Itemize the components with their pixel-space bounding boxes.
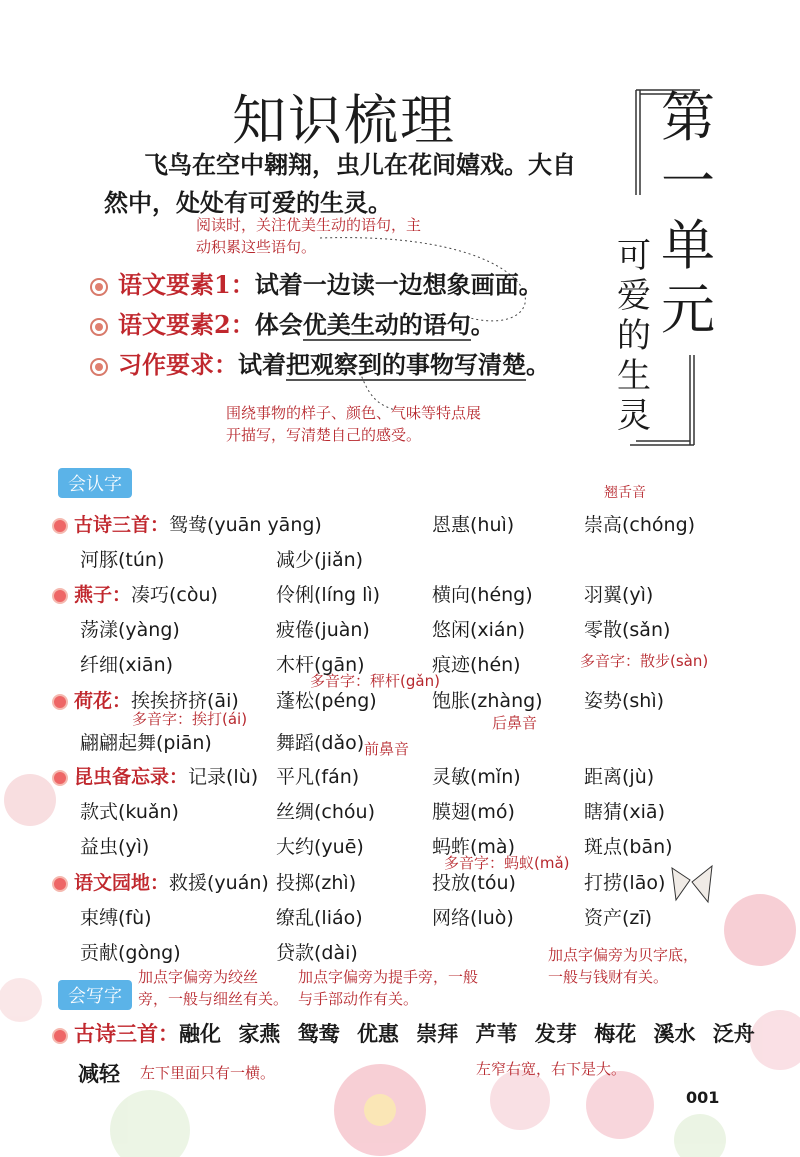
bullet-icon: [52, 770, 68, 786]
annotation: 前鼻音: [364, 740, 410, 758]
recognize-row: 古诗三首：鸳鸯(yuān yāng): [52, 510, 322, 537]
unit-theme: 可爱的生灵: [617, 236, 651, 436]
recognize-row: 荷花：挨挨挤挤(āi): [52, 686, 239, 713]
word: 打捞(lāo): [584, 872, 666, 894]
word: 木杆(gān): [276, 654, 365, 676]
page-number: 001: [686, 1088, 720, 1107]
word: 瞎猜(xiā): [584, 801, 665, 823]
requirement-3: 习作要求：试着把观察到的事物写清楚。: [90, 345, 550, 380]
word: 痕迹(hén): [432, 654, 521, 676]
word: 斑点(bān): [584, 836, 673, 858]
word: 饱胀(zhàng): [432, 690, 543, 712]
note-writing: [226, 402, 481, 446]
word: 膜翅(mó): [432, 801, 515, 823]
annotation-bei: 加点字偏旁为贝字底， 一般与钱财有关。: [548, 946, 699, 986]
word: 网络(luò): [432, 907, 514, 929]
word: 贡献(gòng): [80, 942, 181, 964]
requirement-1: 语文要素1：试着一边读一边想象画面。: [90, 265, 543, 300]
annotation: 多音字：散步(sàn): [580, 652, 709, 670]
word: 缭乱(liáo): [276, 907, 363, 929]
tag-recognize: 会认字: [58, 468, 132, 498]
word: 疲倦(juàn): [276, 619, 370, 641]
page-title: 知识梳理: [232, 89, 456, 152]
word: 益虫(yì): [80, 836, 150, 858]
bullet-icon: [90, 278, 108, 296]
word: 投掷(zhì): [276, 872, 357, 894]
bullet-icon: [90, 358, 108, 376]
annotation: 翘舌音: [604, 485, 646, 501]
word: 丝绸(chóu): [276, 801, 375, 823]
word: 零散(sǎn): [584, 619, 671, 641]
annotation: 左下里面只有一横。: [140, 1064, 276, 1082]
word: 纤细(xiān): [80, 654, 174, 676]
intro-paragraph: 飞鸟在空中翱翔，虫儿在花间嬉戏。大自然中，处处有可爱的生灵。: [104, 150, 576, 217]
word: 距离(jù): [584, 766, 655, 788]
bullet-icon: [52, 694, 68, 710]
word: 束缚(fù): [80, 907, 152, 929]
word: 投放(tóu): [432, 872, 516, 894]
word: 减轻: [78, 1061, 120, 1086]
note-reading: [196, 214, 421, 258]
word: 姿势(shì): [584, 690, 665, 712]
butterfly-illustration: [672, 866, 712, 902]
write-row: 古诗三首：融化 家燕 鸳鸯 优惠 崇拜 芦苇 发芽 梅花 溪水 泛舟: [52, 1018, 755, 1048]
annotation: 左窄右宽，右下是大。: [476, 1060, 627, 1078]
word: 伶俐(líng lì): [276, 584, 381, 606]
bullet-icon: [52, 588, 68, 604]
annotation: 后鼻音: [492, 714, 538, 732]
word: 蚂蚱(mà): [432, 836, 515, 858]
word: 恩惠(huì): [432, 514, 515, 536]
word: 横向(héng): [432, 584, 533, 606]
word: 贷款(dài): [276, 942, 358, 964]
bullet-icon: [52, 876, 68, 892]
recognize-row: 语文园地：救援(yuán): [52, 868, 269, 895]
recognize-row: 昆虫备忘录：记录(lù): [52, 762, 258, 789]
annotation-tishou: 加点字偏旁为提手旁，一般 与手部动作有关。: [298, 968, 479, 1008]
word: 翩翩起舞(piān): [80, 732, 212, 754]
recognize-row: 燕子：凑巧(còu): [52, 580, 218, 607]
requirement-2: 语文要素2：体会优美生动的语句。: [90, 305, 495, 340]
word: 大约(yuē): [276, 836, 364, 858]
word: 蓬松(péng): [276, 690, 377, 712]
word: 减少(jiǎn): [276, 549, 364, 571]
word: 荡漾(yàng): [80, 619, 180, 641]
word: 河豚(tún): [80, 549, 165, 571]
annotation: 多音字：蚂蚁(mǎ): [444, 854, 570, 872]
bullet-icon: [90, 318, 108, 336]
word: 羽翼(yì): [584, 584, 654, 606]
annotation: 多音字：挨打(ái): [132, 710, 248, 728]
tag-write: 会写字: [58, 980, 132, 1010]
note-line: 围绕事物的样子、颜色、气味等特点展: [226, 404, 482, 422]
word: 资产(zī): [584, 907, 653, 929]
word: 款式(kuǎn): [80, 801, 179, 823]
note-line: 开描写，写清楚自己的感受。: [226, 426, 422, 444]
annotation-jiaosi: 加点字偏旁为绞丝 旁，一般与细丝有关。: [138, 968, 289, 1008]
word: 崇高(chóng): [584, 514, 696, 536]
word: 灵敏(mǐn): [432, 766, 521, 788]
word: 平凡(fán): [276, 766, 360, 788]
note-line: 阅读时，关注优美生动的语句，主: [196, 216, 422, 234]
word: 舞蹈(dǎo): [276, 732, 365, 754]
bullet-icon: [52, 1028, 68, 1044]
unit-number: 第一单元: [661, 86, 715, 341]
bullet-icon: [52, 518, 68, 534]
word: 悠闲(xián): [432, 619, 526, 641]
annotation: 多音字：秤杆(gǎn): [310, 672, 440, 690]
note-line: 动积累这些语句。: [196, 238, 317, 256]
